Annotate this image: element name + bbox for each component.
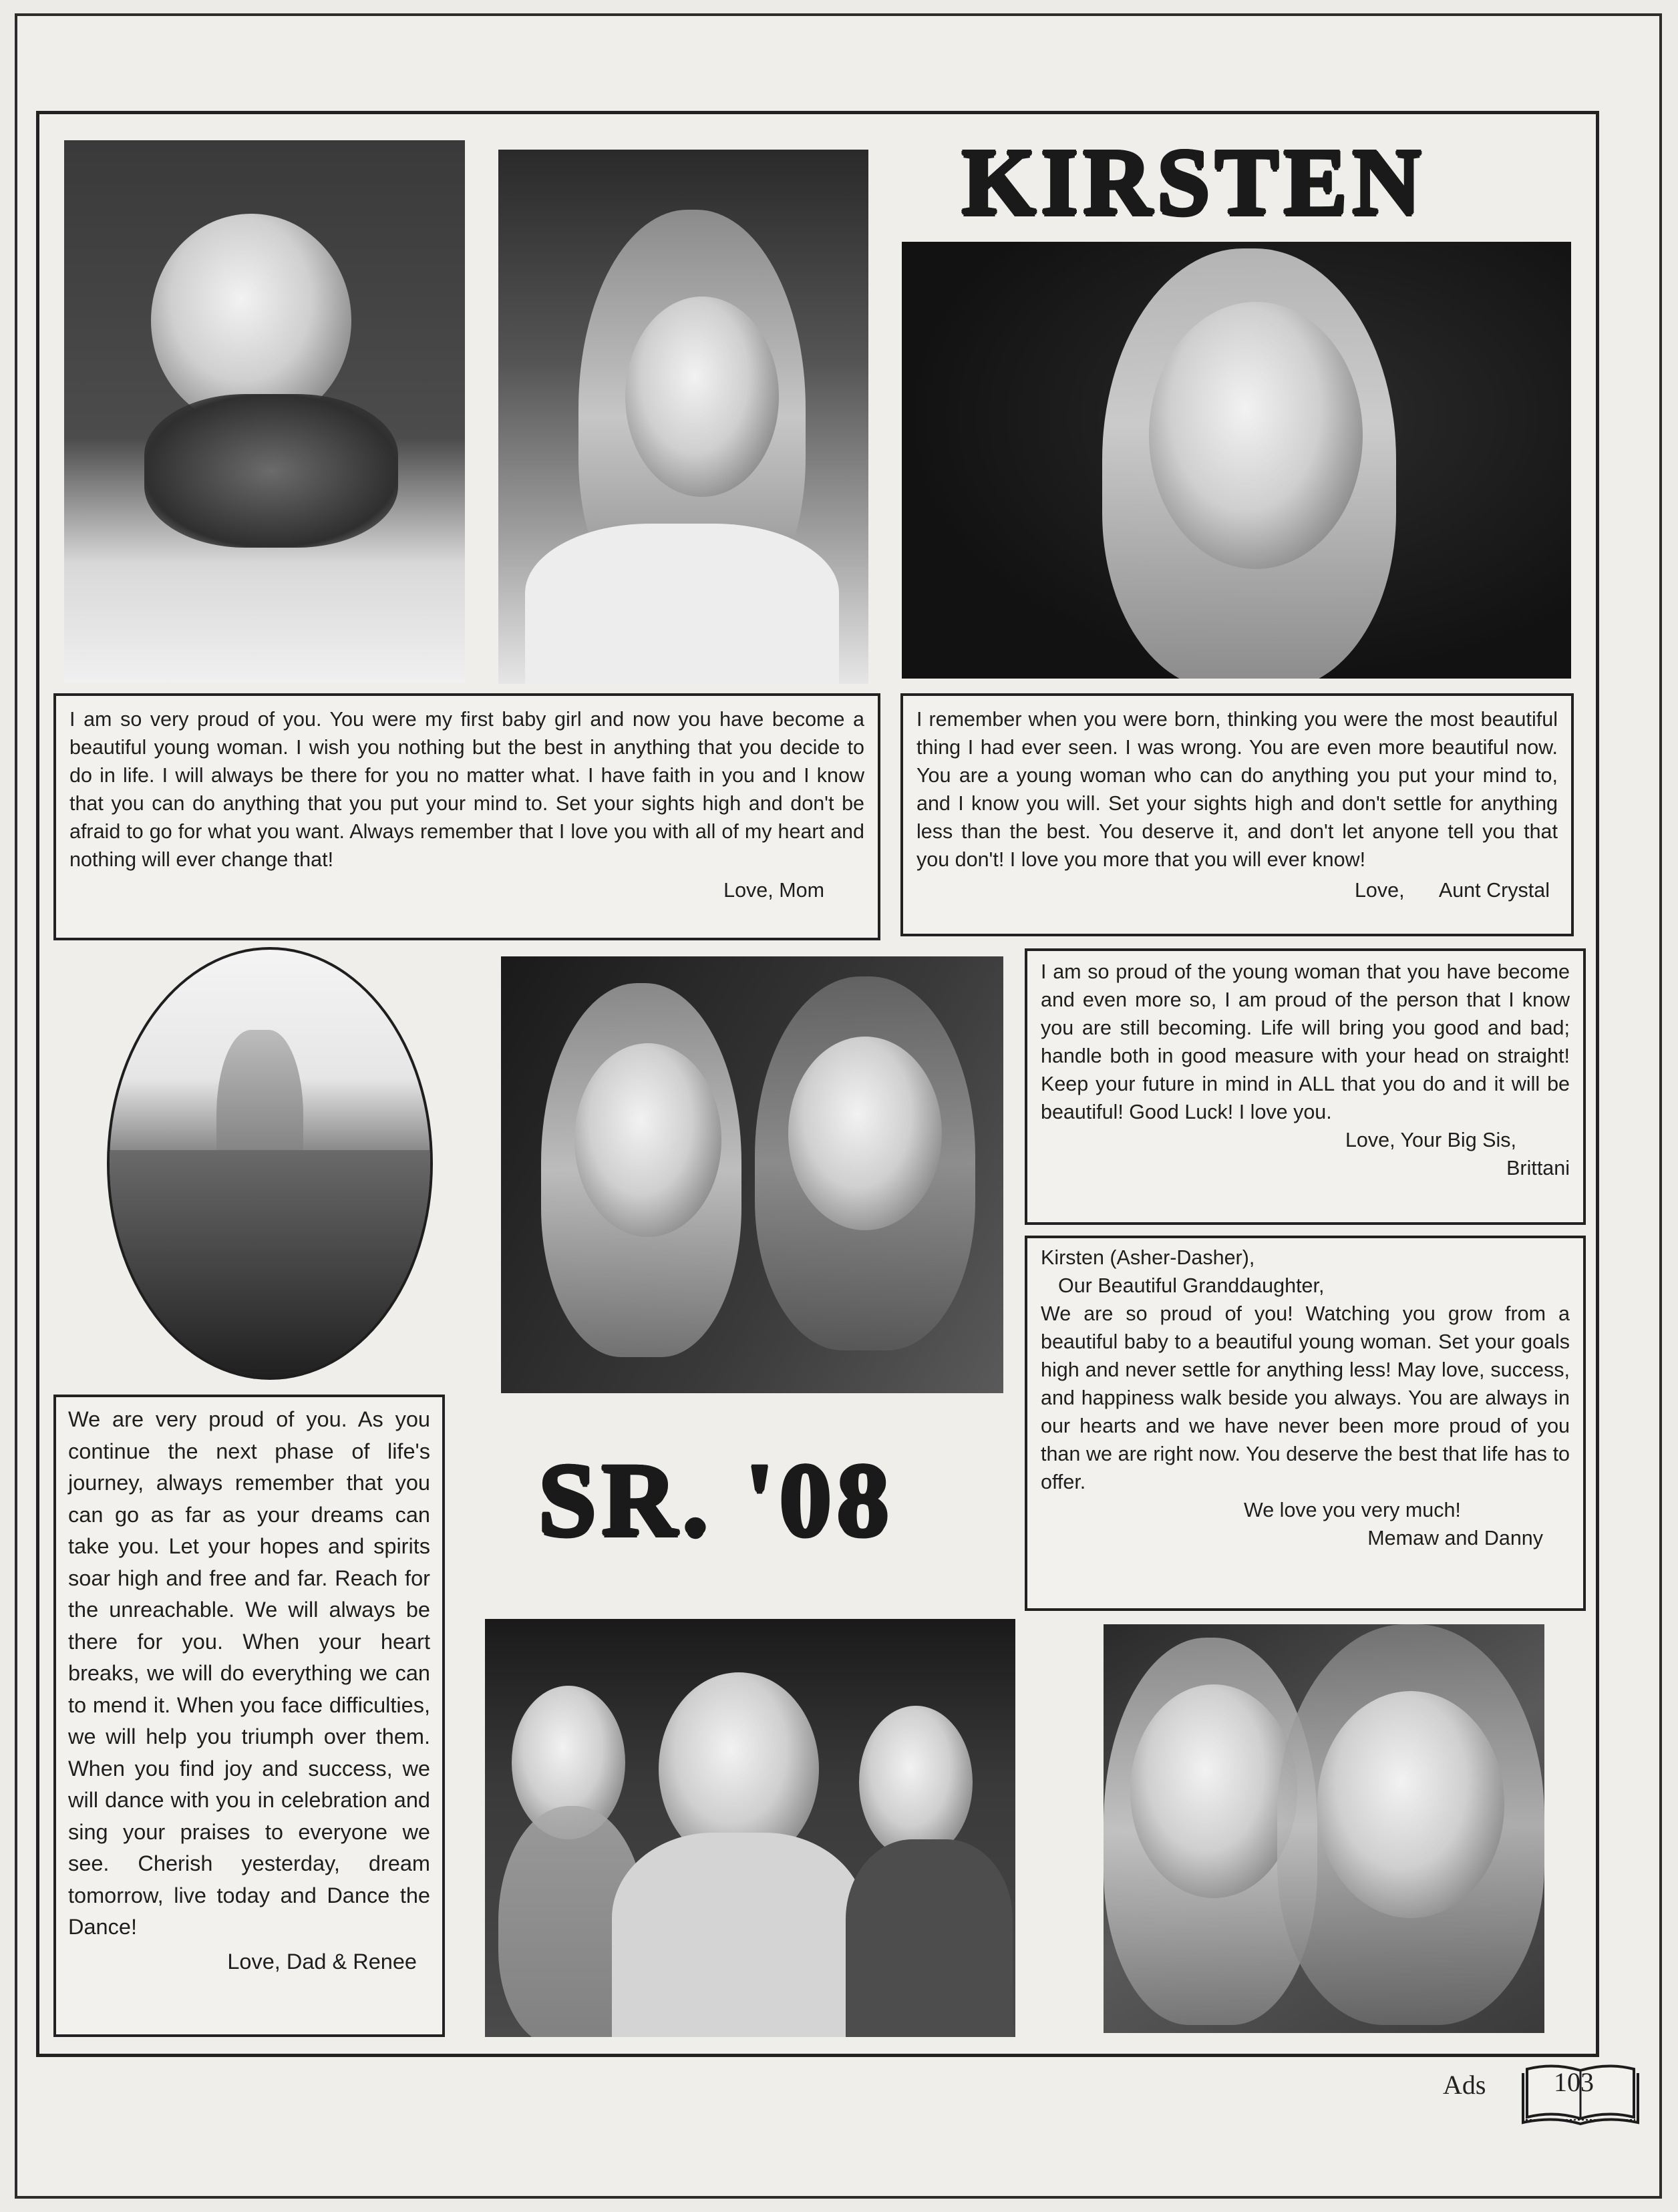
- portrait-photo-outdoors: [498, 150, 868, 684]
- class-of-subtitle: SR. '08: [538, 1441, 894, 1557]
- message-signature-line1: Love, Your Big Sis,: [1345, 1129, 1516, 1151]
- message-signature: Memaw and Danny: [1367, 1527, 1543, 1549]
- signature-name: Aunt Crystal: [1438, 879, 1550, 902]
- message-greeting: Kirsten (Asher-Dasher),: [1041, 1246, 1255, 1269]
- message-signature-line2: Brittani: [1506, 1157, 1570, 1179]
- message-signature: Love, Dad & Renee: [227, 1949, 417, 1974]
- message-from-sister: [1025, 948, 1586, 1225]
- message-text: We are so proud of you! Watching you grow from a beautiful baby to a beautiful young woman. Set your goals high and never settle for anything less! May love, success, and happiness walk beside you always. You are always in our hearts and we have never been more proud of you than we are right now. You deserve the best that life has to offer.: [1041, 1302, 1570, 1493]
- message-from-mom: [53, 693, 880, 940]
- message-signature: [916, 876, 1558, 904]
- signature-love: Love,: [1354, 879, 1405, 902]
- oval-photo-riding: [107, 947, 433, 1380]
- group-photo-three-friends: [485, 1619, 1015, 2037]
- message-text: I remember when you were born, thinking you were the most beautiful thing I had ever seen. I was wrong. You are even more beautiful now. You are a young woman who can do anything you put your mind to, and I know you will. Set your sights high and don't settle for anything less than the best. You deserve it, and don't let anyone tell you that you don't! I love you more that you will ever know!: [916, 708, 1558, 871]
- message-text: I am so proud of the young woman that you have become and even more so, I am proud of the person that I know you are still becoming. Life will bring you good and bad; handle both in good measure with your head on straight! Keep your future in mind in ALL that you do and it will be beautiful! Good Luck! I love you.: [1041, 960, 1570, 1123]
- portrait-photo-smiling: [902, 242, 1571, 679]
- baby-photo: [64, 140, 465, 683]
- message-salutation: Our Beautiful Granddaughter,: [1058, 1274, 1325, 1297]
- message-from-dad: [53, 1395, 445, 2037]
- message-from-grandparents: [1025, 1236, 1586, 1611]
- message-signature: Love, Mom: [723, 879, 824, 902]
- message-text: We are very proud of you. As you continue the next phase of life's journey, always remember that you can go as far as your dreams can take you. Let your hopes and spirits soar high and free and far. Reach for the unreachable. We will always be there for you. When your heart breaks, we will do everything we can to mend it. When you face difficulties, we will help you triumph over them. When you find joy and success, we will dance with you in celebration and sing your praises to everyone we see. Cherish yesterday, dream tomorrow, live today and Dance the Dance!: [68, 1407, 430, 1939]
- photo-with-sister: [501, 956, 1003, 1393]
- page-number: 103: [1554, 2067, 1594, 2097]
- photo-two-friends: [1104, 1624, 1544, 2033]
- page-title: KIRSTEN: [962, 128, 1427, 234]
- section-label: Ads: [1443, 2070, 1486, 2100]
- message-closing: We love you very much!: [1244, 1499, 1461, 1521]
- message-text: I am so very proud of you. You were my first baby girl and now you have become a beautiful young woman. I wish you nothing but the best in anything that you decide to do in life. I will always be there for you no matter what. I have faith in you and I know that you can do anything that you put your mind to. Set your sights high and don't be afraid to go for what you want. Always remember that I love you with all of my heart and nothing will ever change that!: [69, 708, 864, 871]
- message-from-aunt: [900, 693, 1574, 936]
